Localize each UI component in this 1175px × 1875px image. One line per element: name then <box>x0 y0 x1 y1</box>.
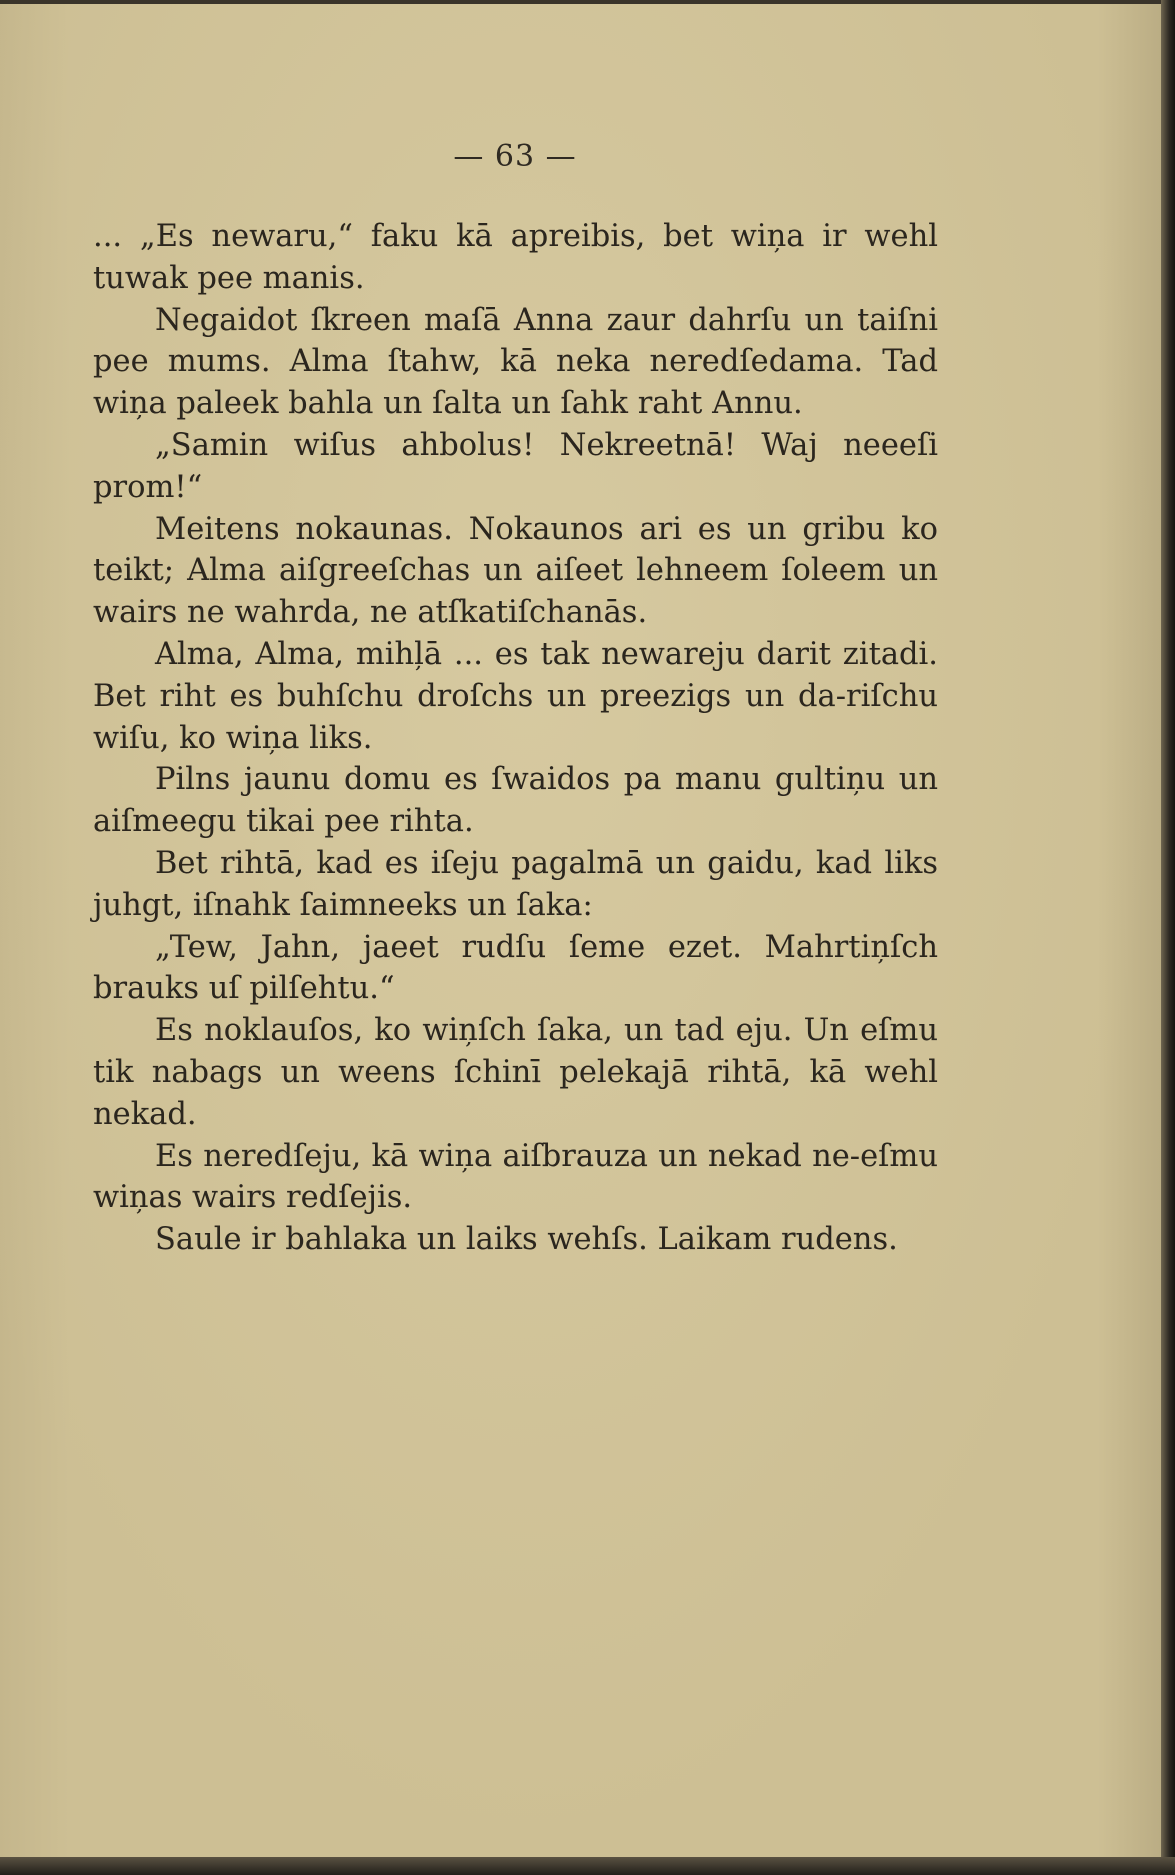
paragraph-7: Bet rihtā, kad es iſeju pagalmā un gaidu, kad liks juhgt, iſnahk ſaimneeks un ſaka: <box>93 845 938 923</box>
paragraph-4: Meitens nokaunas. Nokaunos ari es un gribu ko teikt; Alma aiſgreeſchas un aiſeet lehneem ſoleem un wairs ne wahrda, ne atſkatiſchanās. <box>93 511 938 631</box>
book-spine-edge <box>1161 0 1175 1875</box>
paragraph-10: Es neredſeju, kā wiņa aiſbrauza un nekad ne-eſmu wiņas wairs redſejis. <box>93 1138 938 1216</box>
paragraph-2: Negaidot ſkreen maſā Anna zaur dahrſu un taiſni pee mums. Alma ſtahw, kā neka neredſedama. Tad wiņa paleek bahla un ſalta un ſahk raht Annu. <box>93 302 938 422</box>
paragraph-3: „Samin wiſus ahbolus! Nekreetnā! Waj neeeſi prom!“ <box>93 427 938 505</box>
paragraph-1: ... „Es newaru,“ faku kā apreibis, bet wiņa ir wehl tuwak pee manis. <box>93 219 938 296</box>
paragraph-5: Alma, Alma, mihļā ... es tak newareju darit zitadi. Bet riht es buhſchu droſchs un preezigs un da-riſchu wiſu, ko wiņa liks. <box>93 636 938 756</box>
page-number: — 63 — <box>453 139 577 174</box>
paragraph-8: „Tew, Jahn, jaeet rudſu ſeme ezet. Mahrtiņſch brauks uſ pilſehtu.“ <box>93 929 938 1007</box>
body-text <box>93 216 938 1261</box>
paragraph-6: Pilns jaunu domu es ſwaidos pa manu gultiņu un aiſmeegu tikai pee rihta. <box>93 762 938 840</box>
paragraph-11: Saule ir bahlaka un laiks wehſs. Laikam rudens. <box>155 1222 898 1258</box>
page-bottom-edge <box>0 1857 1175 1875</box>
paragraph-9: Es noklauſos, ko wiņſch ſaka, un tad eju. Un eſmu tik nabags un weens ſchinī pelekajā rihtā, kā wehl nekad. <box>93 1013 938 1132</box>
